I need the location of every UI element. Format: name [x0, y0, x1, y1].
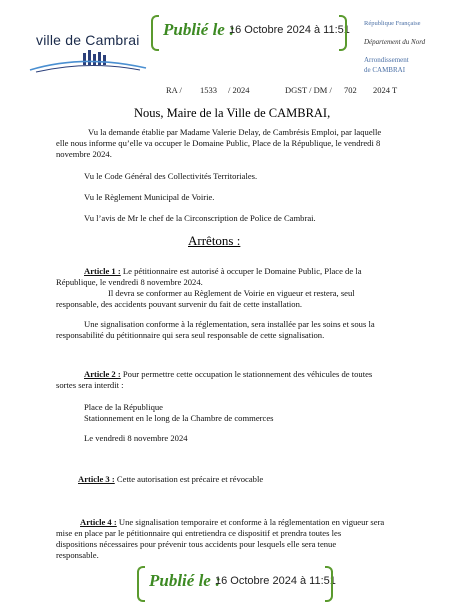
article-3-label: Article 3 : [78, 474, 115, 484]
article-4-text: Une signalisation temporaire et conforme à la réglementation en vigueur sera [116, 517, 385, 527]
article-1-text: Le pétitionnaire est autorisé à occuper le Domaine Public, Place de la [120, 266, 362, 276]
considerant-reglement: Vu le Règlement Municipal de Voirie. [84, 192, 215, 202]
article-1-line3: Il devra se conformer au Règlement de Voirie en vigueur et restera, seul [108, 288, 355, 298]
article-4-label: Article 4 : [80, 517, 117, 527]
logo-text: ville de Cambrai [36, 32, 140, 48]
arrondissement-line1: Arrondissement [364, 56, 409, 64]
republique-francaise: République Française [364, 20, 421, 27]
stamp-label-bottom: Publié le : [149, 571, 221, 590]
considerant-demande-l2: elle nous informe qu’elle va occuper le Domaine Public, Place de la République, le vendredi 8 [56, 138, 381, 148]
stamp-date-bottom: 16 Octobre 2024 à 11:51 [215, 575, 336, 587]
arrondissement-line2: de CAMBRAI [364, 66, 406, 74]
ref-code: 702 [344, 85, 357, 95]
considerant-demande-l1: Vu la demande établie par Madame Valerie Delay, de Cambrésis Emploi, par laquelle [88, 127, 382, 137]
article-2-stationnement: Stationnement en le long de la Chambre de commerces [84, 413, 274, 423]
stamp-date: 16 Octobre 2024 à 11:51 [229, 24, 350, 36]
article-1-line4: responsable, des accidents pouvant survenir du fait de cette installation. [56, 299, 303, 309]
article-2-date: Le vendredi 8 novembre 2024 [84, 433, 188, 443]
article-4-line2: mise en place par le pétitionnaire qui entretiendra ce dispositif et prendra toutes les [56, 528, 342, 538]
departement: Département du Nord [364, 38, 426, 46]
stamp-label: Publié le : [163, 20, 235, 39]
considerant-cgct: Vu le Code Général des Collectivités Territoriales. [84, 171, 258, 181]
ref-suffix: 2024 T [373, 85, 398, 95]
article-3-text: Cette autorisation est précaire et révocable [114, 474, 264, 484]
page-title: Nous, Maire de la Ville de CAMBRAI, [134, 106, 331, 120]
article-1-line6: responsabilité du pétitionnaire qui sera seul responsable de cette signalisation. [56, 330, 325, 340]
ref-ra: RA / [166, 85, 182, 95]
article-4-line3: dispositions nécessaires pour prévenir tous accidents pour lesquels elle sera tenue [56, 539, 337, 549]
published-stamp-top [151, 15, 350, 47]
article-2-line1 [84, 369, 372, 380]
ref-number: 1533 [200, 85, 217, 95]
article-1-line5: Une signalisation conforme à la réglementation, sera installée par les soins et sous la [84, 319, 375, 329]
article-4-line1 [80, 517, 384, 528]
article-1-line1 [84, 266, 362, 277]
article-2-text: Pour permettre cette occupation le stationnement des véhicules de toutes [120, 369, 373, 379]
article-2-line2: sortes sera interdit : [56, 380, 124, 390]
published-stamp-bottom [137, 566, 336, 598]
article-3-line [78, 474, 263, 485]
article-2-label: Article 2 : [84, 369, 121, 379]
ref-year: / 2024 [228, 85, 250, 95]
city-logo-icon [28, 48, 148, 78]
ref-service: DGST / DM / [285, 85, 332, 95]
article-1-line2: République, le vendredi 8 novembre 2024. [56, 277, 203, 287]
article-2-place: Place de la République [84, 402, 163, 412]
article-4-line4: responsable. [56, 550, 99, 560]
article-1-label: Article 1 : [84, 266, 121, 276]
considerant-demande-l3: novembre 2024. [56, 149, 112, 159]
arretons-heading: Arrêtons : [188, 233, 241, 248]
considerant-police: Vu l’avis de Mr le chef de la Circonscription de Police de Cambrai. [84, 213, 316, 223]
